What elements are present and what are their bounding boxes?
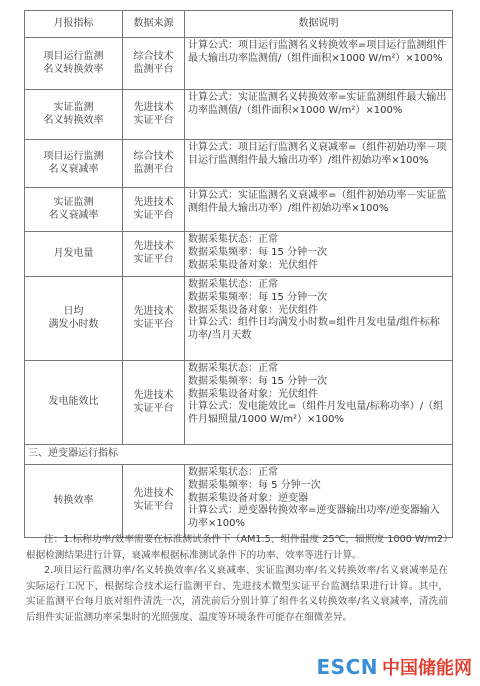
indicator-cell (25, 90, 123, 140)
indicator-label: 名义衰减率 (48, 209, 99, 221)
collection-status: 数据采集状态：正常 (188, 363, 278, 374)
formula-text: 计算公式：项目运行监测名义转换效率=项目运行监测组件最大输出功率监测值/（组件面积×1000 W/m²）×100% (188, 40, 447, 64)
footnote-2: 2.项目运行监测功率/名义转换效率/名义衰减率、实证监测功率/名义转换效率/名义衰减率是在实际运行工况下，根据综合技术运行监测平台、先进技术微型实证平台监测结果进行计算。其中，实证监测平台每月底对组件清洗一次，清洗前后分别计算了组件名义转换效率/名义衰减率，清洗前后组件实证监测功率采集时的光照强度、温度等环境条件可能存在细微差异。 (26, 565, 448, 623)
table-row (25, 38, 453, 90)
collection-device: 数据采集设备对象：光伏组件 (188, 388, 318, 400)
source-label: 监测平台 (133, 63, 174, 75)
formula-text: 计算公式：实证监测名义转换效率=实证监测组件最大输出功率监测值/（组件面积×1000 W/m²）×100% (188, 92, 447, 116)
indicator-label: 实证监测 (53, 101, 94, 113)
source-label: 先进技术 (133, 488, 174, 500)
description-cell (185, 188, 453, 232)
collection-device: 数据采集设备对象：光伏组件 (188, 304, 318, 316)
indicator-cell (25, 465, 123, 538)
description-cell (185, 232, 453, 277)
indicator-label: 月发电量 (53, 247, 94, 259)
indicator-label: 满发小时数 (48, 318, 99, 330)
indicator-cell (25, 38, 123, 90)
description-cell (185, 361, 453, 445)
indicator-label: 名义转换效率 (43, 114, 104, 126)
indicator-label: 发电能效比 (48, 396, 99, 408)
source-cell (123, 232, 185, 277)
indicator-table (24, 10, 453, 538)
source-label: 实证平台 (133, 114, 174, 126)
description-cell (185, 465, 453, 538)
source-cell (123, 90, 185, 140)
indicator-label: 实证监测 (53, 196, 94, 208)
table-row (25, 140, 453, 188)
source-label: 实证平台 (133, 209, 174, 221)
source-label: 实证平台 (133, 318, 174, 330)
source-label: 监测平台 (133, 163, 174, 175)
collection-status: 数据采集状态：正常 (188, 279, 278, 290)
indicator-label: 日均 (63, 305, 84, 317)
source-cell (123, 465, 185, 538)
table-row (25, 465, 453, 538)
formula-text: 计算公式：实证监测名义衰减率=（组件初始功率－实证监测组件最大输出功率）/组件初始功率×100% (188, 190, 447, 214)
formula-text: 计算公式：发电能效比=（组件月发电量/标称功率）/（组件月辐照量/1000 W/m²）×100% (188, 401, 444, 426)
description-cell (185, 140, 453, 188)
table-row (25, 90, 453, 140)
source-label: 先进技术 (133, 196, 174, 208)
indicator-cell (25, 188, 123, 232)
formula-text: 计算公式：项目运行监测名义衰减率=（组件初始功率－项目运行监测组件最大输出功率）/组件初始功率×100% (188, 142, 447, 166)
collection-status: 数据采集状态：正常 (188, 234, 278, 245)
logo-chinese: 中国储能网 (382, 658, 472, 679)
header-description: 数据说明 (185, 11, 453, 38)
formula-text: 计算公式：逆变器转换效率=逆变器输出功率/逆变器输入功率×100% (188, 505, 440, 530)
indicator-label: 项目运行监测 (43, 50, 104, 62)
table-row (25, 232, 453, 277)
indicator-cell (25, 361, 123, 445)
escn-watermark-logo (317, 654, 472, 680)
table-header-row (25, 11, 453, 38)
table-row (25, 361, 453, 445)
source-cell (123, 38, 185, 90)
indicator-cell (25, 277, 123, 361)
header-source: 数据来源 (123, 11, 185, 38)
description-cell (185, 277, 453, 361)
collection-device: 数据采集设备对象：光伏组件 (188, 259, 318, 271)
footnotes (26, 532, 448, 625)
source-label: 实证平台 (133, 501, 174, 512)
section-row (25, 445, 453, 465)
source-label: 先进技术 (133, 305, 174, 317)
indicator-label: 名义转换效率 (43, 63, 104, 75)
formula-text: 计算公式：组件日均满发小时数=组件月发电量/组件标称功率/当月天数 (188, 317, 440, 342)
collection-frequency: 数据采集频率：每 15 分钟一次 (188, 291, 328, 303)
header-indicator: 月报指标 (25, 11, 123, 38)
footnote-1: 注：1.标称功率/效率需要在标准测试条件下（AM1.5、组件温度 25℃，辐照度 1000 W/m2）根据检测结果进行计算，衰减率根据标准测试条件下的功率、效率等进行计算。 (26, 534, 448, 561)
source-label: 先进技术 (133, 101, 174, 113)
source-label: 实证平台 (133, 402, 174, 414)
table-row (25, 188, 453, 232)
indicator-label: 项目运行监测 (43, 150, 104, 162)
source-label: 先进技术 (133, 241, 174, 253)
source-cell (123, 140, 185, 188)
source-cell (123, 361, 185, 445)
source-cell (123, 188, 185, 232)
collection-status: 数据采集状态：正常 (188, 467, 278, 478)
source-label: 综合技术 (133, 150, 174, 162)
indicator-cell (25, 232, 123, 277)
description-cell (185, 90, 453, 140)
source-label: 综合技术 (133, 50, 174, 62)
logo-latin: ESCN (316, 655, 378, 679)
collection-frequency: 数据采集频率：每 15 分钟一次 (188, 246, 328, 258)
indicator-cell (25, 140, 123, 188)
source-cell (123, 277, 185, 361)
table-row (25, 277, 453, 361)
indicator-label: 转换效率 (53, 494, 94, 506)
collection-frequency: 数据采集频率：每 5 分钟一次 (188, 479, 321, 491)
collection-device: 数据采集设备对象：逆变器 (188, 492, 308, 504)
description-cell (185, 38, 453, 90)
source-label: 先进技术 (133, 389, 174, 401)
source-label: 实证平台 (133, 254, 174, 265)
indicator-label: 名义衰减率 (48, 163, 99, 175)
collection-frequency: 数据采集频率：每 15 分钟一次 (188, 375, 328, 387)
section-title: 三、逆变器运行指标 (25, 445, 453, 465)
